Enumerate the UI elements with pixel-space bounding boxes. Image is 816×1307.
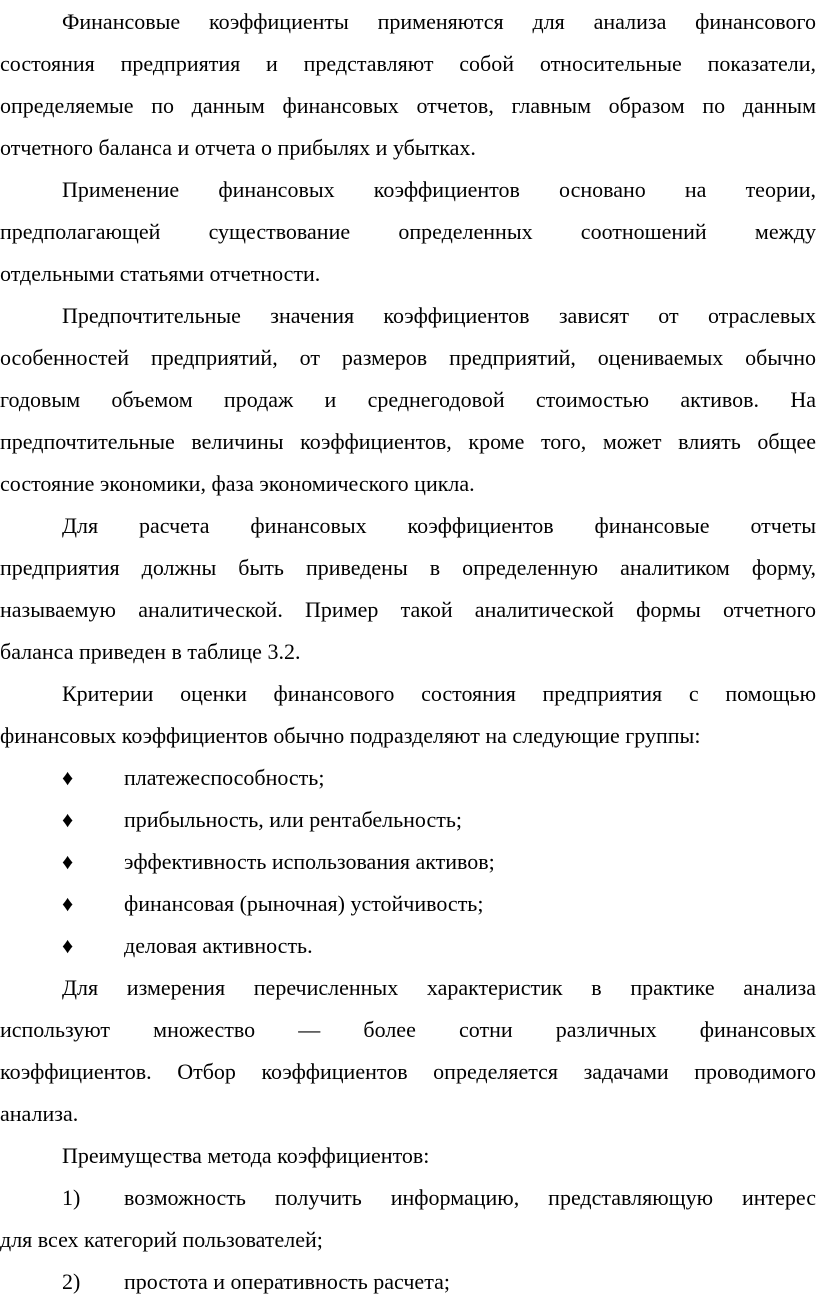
- text-line: особенностей предприятий, от размеров предприятий, оцениваемых обычно: [0, 345, 816, 370]
- list-item-text: деловая активность.: [124, 933, 313, 958]
- text-line: коэффициентов. Отбор коэффициентов определяется задачами проводимого: [0, 1059, 816, 1084]
- text-line: финансовых коэффициентов обычно подразделяют на следующие группы:: [0, 723, 701, 748]
- text-line: определяемые по данным финансовых отчетов, главным образом по данным: [0, 93, 816, 118]
- list-item-text: финансовая (рыночная) устойчивость;: [124, 891, 484, 916]
- list-item: [0, 841, 816, 883]
- list-item: [0, 1261, 816, 1303]
- text-line: предполагающей существование определенных соотношений между: [0, 219, 816, 244]
- text-line: отдельными статьями отчетности.: [0, 261, 321, 286]
- list-number: 1): [62, 1185, 81, 1210]
- list-item-text: возможность получить информацию, представляющую интерес: [124, 1185, 816, 1210]
- text-line: Применение финансовых коэффициентов основано на теории,: [62, 177, 816, 202]
- paragraph: [0, 169, 816, 295]
- text-line: годовым объемом продаж и среднегодовой стоимостью активов. На: [0, 387, 816, 412]
- text-line: называемую аналитической. Пример такой аналитической формы отчетного: [0, 597, 816, 622]
- text-line: Предпочтительные значения коэффициентов зависят от отраслевых: [62, 303, 816, 328]
- text-line: состояния предприятия и представляют собой относительные показатели,: [0, 51, 816, 76]
- list-item-text: простота и оперативность расчета;: [124, 1269, 450, 1294]
- list-item-text: прибыльность, или рентабельность;: [124, 807, 463, 832]
- text-line: используют множество — более сотни различных финансовых: [0, 1017, 816, 1042]
- list-item-text: платежеспособность;: [124, 765, 325, 790]
- list-number: 2): [62, 1269, 81, 1294]
- text-line: для всех категорий пользователей;: [0, 1227, 323, 1252]
- list-item: [0, 1177, 816, 1261]
- list-item: [0, 883, 816, 925]
- diamond-bullet-icon: ♦: [62, 891, 74, 916]
- paragraph: [0, 673, 816, 757]
- text-line: предприятия должны быть приведены в определенную аналитиком форму,: [0, 555, 816, 580]
- text-line: Для расчета финансовых коэффициентов финансовые отчеты: [62, 513, 816, 538]
- text-line: Критерии оценки финансового состояния предприятия с помощью: [62, 681, 816, 706]
- list-item: [0, 925, 816, 967]
- paragraph: [0, 1, 816, 169]
- text-line: предпочтительные величины коэффициентов, кроме того, может влиять общее: [0, 429, 816, 454]
- text-line: отчетного баланса и отчета о прибылях и убытках.: [0, 135, 476, 160]
- diamond-bullet-icon: ♦: [62, 807, 74, 832]
- text-line: Финансовые коэффициенты применяются для анализа финансового: [62, 9, 816, 34]
- text-line: баланса приведен в таблице 3.2.: [0, 639, 301, 664]
- paragraph: [0, 967, 816, 1135]
- list-item: [0, 757, 816, 799]
- text-line: состояние экономики, фаза экономического цикла.: [0, 471, 475, 496]
- text-line: Преимущества метода коэффициентов:: [62, 1143, 430, 1168]
- paragraph: [0, 505, 816, 673]
- diamond-bullet-icon: ♦: [62, 933, 74, 958]
- diamond-bullet-icon: ♦: [62, 765, 74, 790]
- list-item: [0, 799, 816, 841]
- diamond-bullet-icon: ♦: [62, 849, 74, 874]
- text-line: анализа.: [0, 1101, 79, 1126]
- text-line: Для измерения перечисленных характеристик в практике анализа: [62, 975, 816, 1000]
- list-item-text: эффективность использования активов;: [124, 849, 495, 874]
- paragraph: [0, 1135, 816, 1177]
- paragraph: [0, 295, 816, 505]
